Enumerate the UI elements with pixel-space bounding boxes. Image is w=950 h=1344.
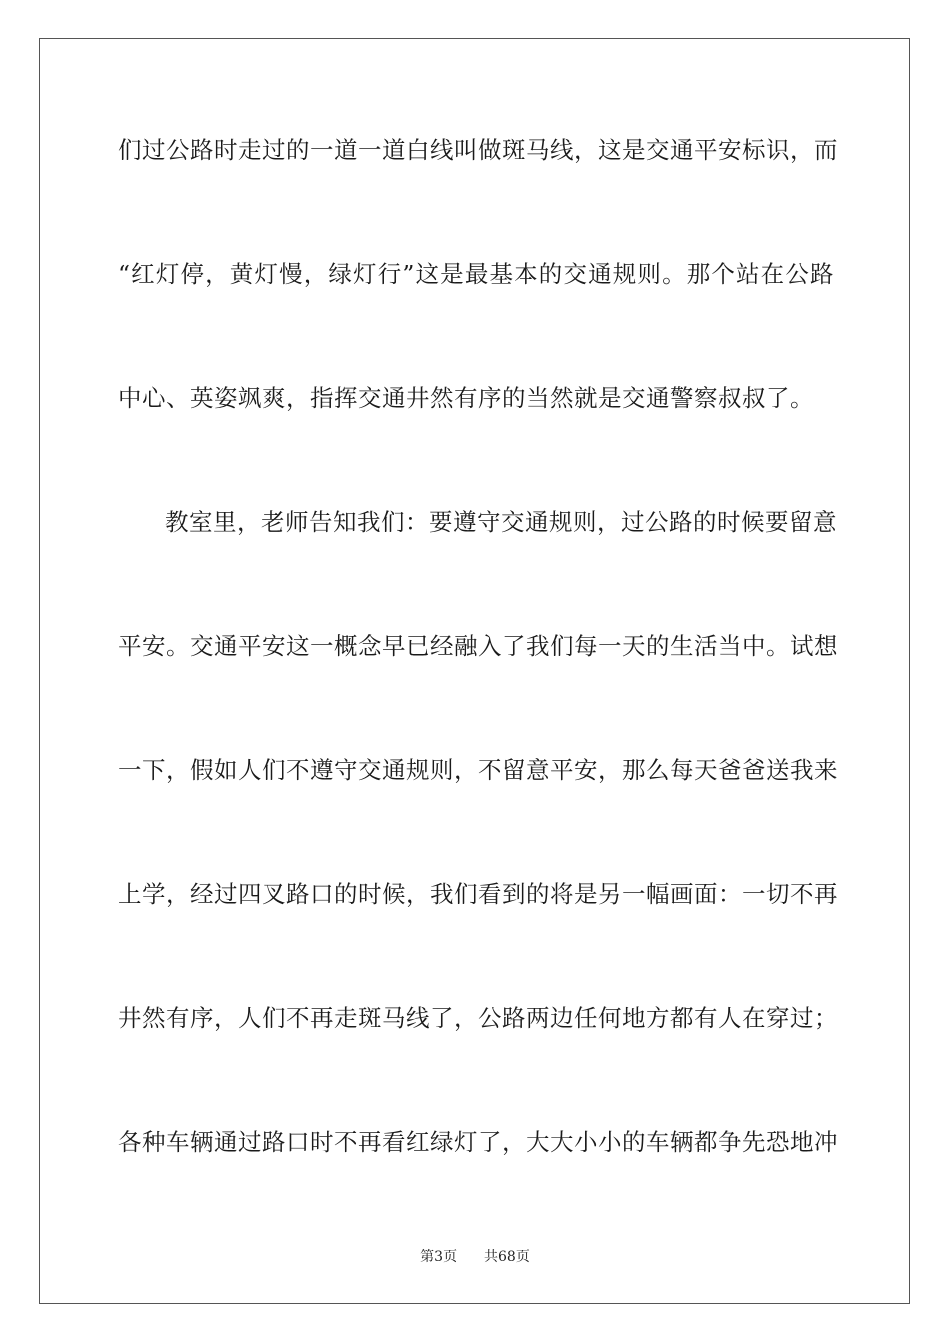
text-line-1: 们过公路时走过的一道一道白线叫做斑马线，这是交通平安标识，而 bbox=[118, 136, 838, 164]
page-total: 共68页 bbox=[484, 1249, 530, 1265]
text-line-5: 平安。交通平安这一概念早已经融入了我们每一天的生活当中。试想 bbox=[118, 632, 838, 660]
text-line-7: 上学，经过四叉路口的时候，我们看到的将是另一幅画面：一切不再 bbox=[118, 880, 838, 908]
page-number: 第3页 bbox=[420, 1249, 458, 1265]
page-border bbox=[39, 38, 910, 1304]
text-line-6: 一下，假如人们不遵守交通规则，不留意平安，那么每天爸爸送我来 bbox=[118, 756, 838, 784]
text-line-2: “红灯停，黄灯慢，绿灯行”这是最基本的交通规则。那个站在公路 bbox=[118, 260, 834, 288]
text-line-8: 井然有序，人们不再走斑马线了，公路两边任何地方都有人在穿过； bbox=[118, 1004, 838, 1032]
text-line-4-paragraph-start: 教室里，老师告知我们：要遵守交通规则，过公路的时候要留意 bbox=[165, 508, 837, 536]
page-footer bbox=[0, 1246, 950, 1266]
text-line-3: 中心、英姿飒爽，指挥交通井然有序的当然就是交通警察叔叔了。 bbox=[118, 384, 814, 412]
text-line-9: 各种车辆通过路口时不再看红绿灯了，大大小小的车辆都争先恐地冲 bbox=[118, 1128, 838, 1156]
